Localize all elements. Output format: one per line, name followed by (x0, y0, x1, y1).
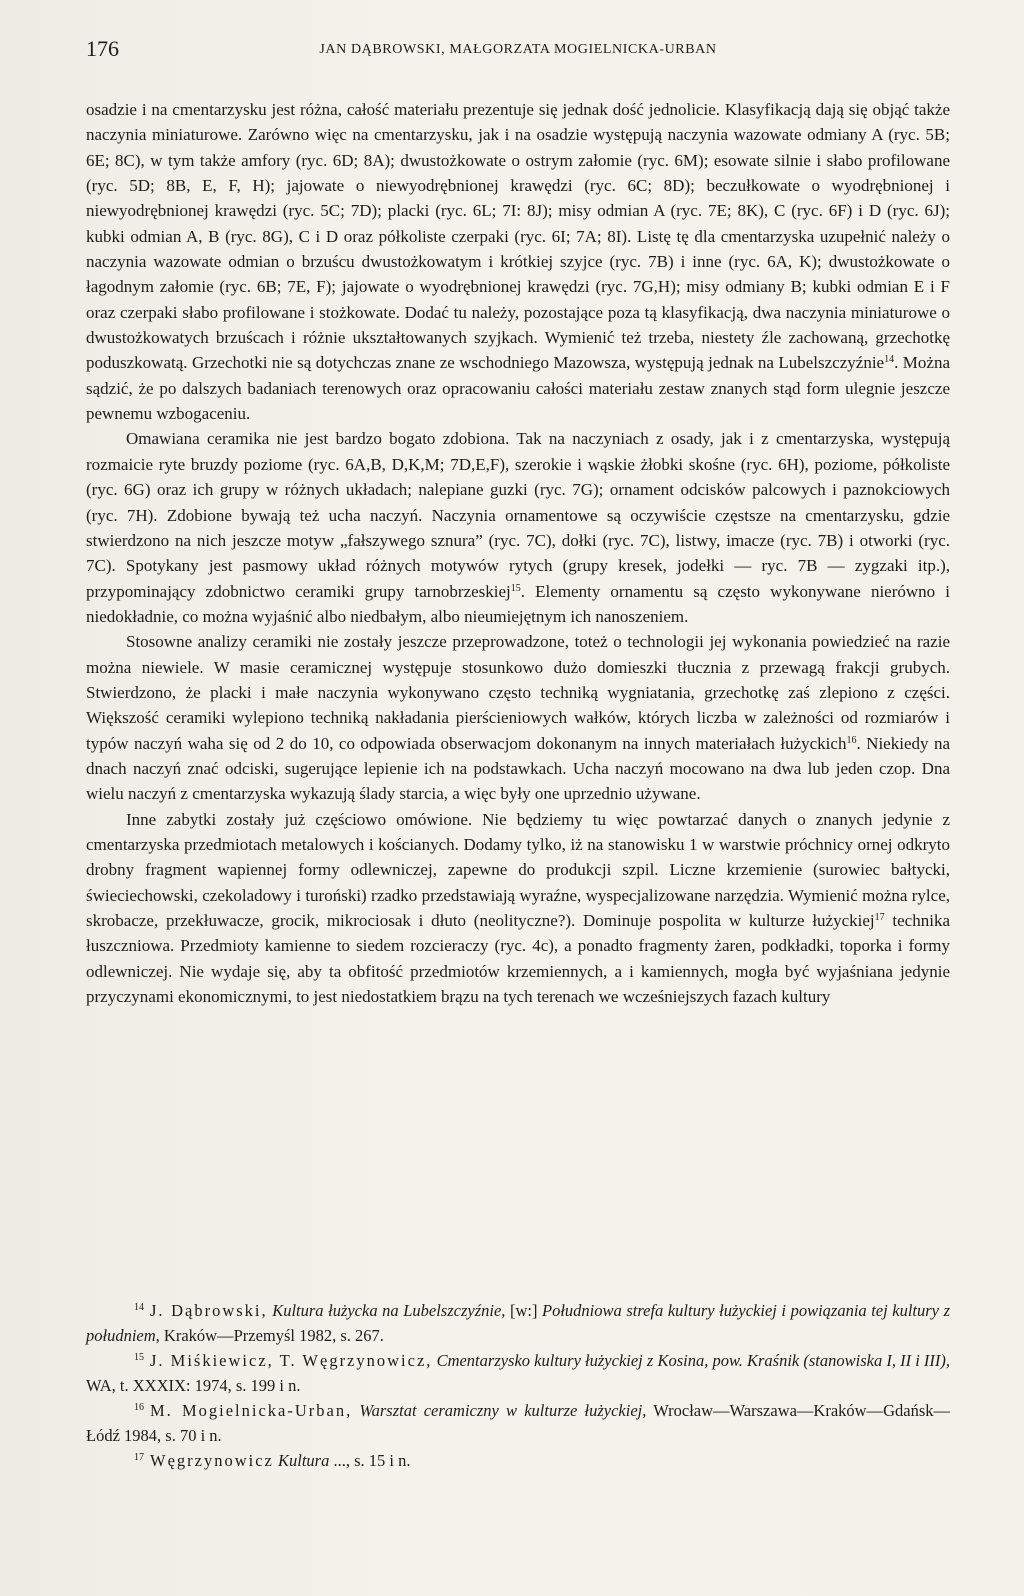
footnote-16: $^{16}$ M. Mogielnicka-Urban, Warsztat ceramiczny w kulturze łużyckiej, Wrocław—Warszawa—Kraków—Gdańsk—Łódź 1984, s. 70 i n. (86, 1401, 950, 1445)
paragraph-1: osadzie i na cmentarzysku jest różna, całość materiału prezentuje się jednak dość jednolicie. Klasyfikacją dają się objąć także naczynia miniaturowe. Zarówno więc na cmentarzysku, jak i na osadzie występują naczynia wazowate odmiany A (ryc. 5B; 6E; 8C), w tym także amfory (ryc. 6D; 8A); dwustożkowate o ostrym załomie (ryc. 6M); esowate silnie i słabo profilowane (ryc. 5D; 8B, E, F, H); jajowate o niewyodrębnionej krawędzi (ryc. 6C; 8D); beczułkowate o wyodrębnionej i niewyodrębnionej krawędzi (ryc. 5C; 7D); placki (ryc. 6L; 7I: 8J); misy odmian A (ryc. 7E; 8K), C (ryc. 6F) i D (ryc. 6J); kubki odmian A, B (ryc. 8G), C i D oraz półkoliste czerpaki (ryc. 6I; 7A; 8I). Listę tę dla cmentarzyska uzupełnić należy o naczynia wazowate odmian o brzuścu dwustożkowatym i krótkiej szyjce (ryc. 7B) i inne (ryc. 6A, K); dwustożkowate o łagodnym załomie (ryc. 6B; 7E, F); jajowate o wyodrębnionej krawędzi (ryc. 7G,H); misy odmiany B; kubki odmian E i F oraz czerpaki słabo profilowane i stożkowate. Dodać tu należy, pozostające poza tą klasyfikacją, dwa naczynia miniaturowe o dwustożkowatych brzuścach i różnie ukształtowanych szyjkach. Wymienić też trzeba, niestety źle zachowaną, grzechotkę poduszkowatą. Grzechotki nie są dotychczas znane ze wschodniego Mazowsza, występują jednak na Lubelszczyźnie$^{14}$. Można sądzić, że po dalszych badaniach terenowych oraz opracowaniu całości materiału zestaw znanych stąd form ulegnie jeszcze pewnemu wzbogaceniu. (86, 100, 950, 424)
footnote-14: $^{14}$ J. Dąbrowski, Kultura łużycka na Lubelszczyźnie, [w:] Południowa strefa kultury łużyckiej i powiązania tej kultury z południem, Kraków—Przemyśl 1982, s. 267. (86, 1301, 950, 1345)
footnote-ref-15: 15 (510, 582, 521, 594)
page-header (86, 36, 950, 66)
running-head: JAN DĄBROWSKI, MAŁGORZATA MOGIELNICKA-URBAN (319, 42, 717, 57)
paragraph-2: Omawiana ceramika nie jest bardzo bogato zdobiona. Tak na naczyniach z osady, jak i z cmentarzyska, występują rozmaicie ryte bruzdy poziome (ryc. 6A,B, D,K,M; 7D,E,F), szerokie i wąskie żłobki skośne (ryc. 6H), poziome, półkoliste (ryc. 6G) oraz ich grupy w różnych układach; nalepiane guzki (ryc. 7G); ornament odcisków palcowych i paznokciowych (ryc. 7H). Zdobione bywają też ucha naczyń. Naczynia ornamentowe są oczywiście częstsze na cmentarzysku, gdzie stwierdzono na nich jeszcze motyw „fałszywego sznura” (ryc. 7C), dołki (ryc. 7C), listwy, imacze (ryc. 7B) i otworki (ryc. 7C). Spotykany jest pasmowy układ różnych motywów rytych (grupy kresek, jodełki — ryc. 7B — zygzaki itp.), przypominający zdobnictwo ceramiki grupy tarnobrzeskiej$^{15}$. Elementy ornamentu są często wykonywane nierówno i niedokładnie, co można wyjaśnić albo niedbałym, albo nieumiejętnym ich nanoszeniem. (86, 429, 950, 626)
page-number: 176 (86, 36, 119, 61)
footnote-ref-14: 14 (884, 354, 895, 366)
body-text (86, 97, 950, 1009)
footnote-ref-16: 16 (846, 734, 857, 746)
footnote-17: $^{17}$ Węgrzynowicz Kultura ..., s. 15 i n. (134, 1451, 411, 1470)
paragraph-4: Inne zabytki zostały już częściowo omówione. Nie będziemy tu więc powtarzać danych o znanych jedynie z cmentarzyska przedmiotach metalowych i kościanych. Dodamy tylko, iż na stanowisku 1 w warstwie próchnicy ornej odkryto drobny fragment wapiennej formy odlewniczej, zapewne do produkcji szpil. Liczne krzemienie (surowiec bałtycki, świeciechowski, czekoladowy i turoński) rzadko przedstawiają wyraźne, wyspecjalizowane narzędzia. Wymienić można rylce, skrobacze, przekłuwacze, grocik, mikrociosak i dłuto (neolityczne?). Dominuje pospolita w kulturze łużyckiej$^{17}$ technika łuszczniowa. Przedmioty kamienne to siedem rozcieraczy (ryc. 4c), a ponadto fragmenty żaren, podkładki, toporka i formy odlewniczej. Nie wydaje się, aby ta obfitość przedmiotów krzemiennych, a i kamiennych, mogła być wyjaśniana jedynie przyczynami ekonomicznymi, to jest niedostatkiem brązu na tych terenach we wcześniejszych fazach kultury (86, 809, 950, 1007)
paragraph-3: Stosowne analizy ceramiki nie zostały jeszcze przeprowadzone, toteż o technologii jej wykonania powiedzieć na razie można niewiele. W masie ceramicznej występuje stosunkowo dużo domieszki tłucznia z przewagą frakcji grubych. Stwierdzono, że placki i małe naczynia wykonywano często techniką wygniatania, grzechotkę zaś zlepiono z części. Większość ceramiki wylepiono techniką nakładania pierścieniowych wałków, których liczba w zależności od rozmiarów i typów naczyń waha się od 2 do 10, co odpowiada obserwacjom dokonanym na innych materiałach łużyckich$^{16}$. Niekiedy na dnach naczyń znać odciski, sugerujące lepienie ich na podstawkach. Ucha naczyń mocowano na dwa lub jeden czop. Dna wielu naczyń z cmentarzyska wykazują ślady starcia, a więc były one uprzednio używane. (86, 632, 951, 804)
footnotes (86, 1298, 950, 1473)
footnote-ref-17: 17 (874, 912, 885, 923)
footnote-15: $^{15}$ J. Miśkiewicz, T. Węgrzynowicz, Cmentarzysko kultury łużyckiej z Kosina, pow. Kraśnik (stanowiska I, II i III), WA, t. XXXIX: 1974, s. 199 i n. (86, 1351, 951, 1395)
